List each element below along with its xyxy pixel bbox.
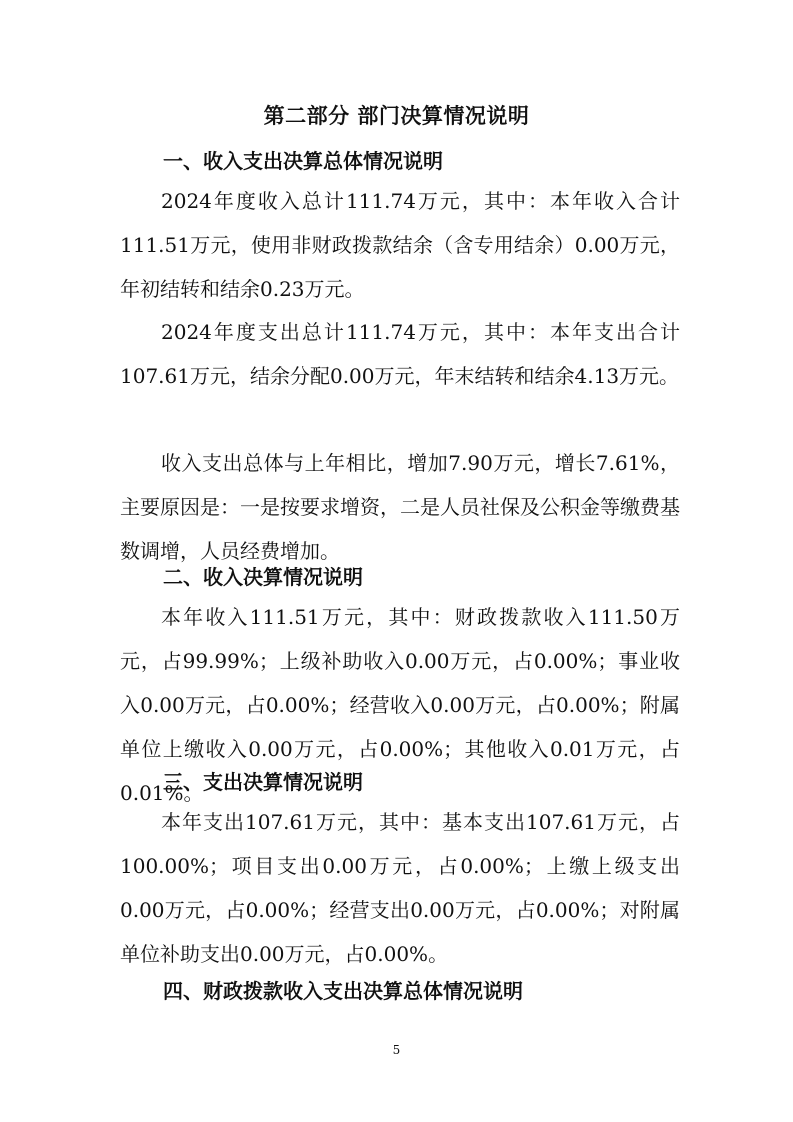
section-heading-2: 二、收入决算情况说明	[163, 565, 363, 589]
page-number: 5	[392, 1043, 401, 1057]
section-heading-4: 四、财政拨款收入支出决算总体情况说明	[163, 979, 523, 1003]
section-heading-1: 一、收入支出决算总体情况说明	[163, 149, 443, 173]
page-title: 第二部分 部门决算情况说明	[263, 104, 530, 128]
section-heading-3: 三、支出决算情况说明	[163, 770, 363, 794]
section-1-paragraph-1: 2024年度收入总计111.74万元，其中：本年收入合计111.51万元，使用非财政拨款结余（含专用结余）0.00万元，年初结转和结余0.23万元。	[120, 189, 680, 301]
section-1-paragraph-2: 2024年度支出总计111.74万元，其中：本年支出合计107.61万元，结余分配0.00万元，年末结转和结余4.13万元。	[120, 320, 680, 388]
section-2-paragraph-1: 本年收入111.51万元，其中：财政拨款收入111.50万元，占99.99%；上级补助收入0.00万元，占0.00%；事业收入0.00万元，占0.00%；经营收入0.00万元，占0.00%；附属单位上缴收入0.00万元，占0.00%；其他收入0.01万元，占0.01%。	[120, 605, 680, 805]
section-1-paragraph-3: 收入支出总体与上年相比，增加7.90万元，增长7.61%，主要原因是：一是按要求增资，二是人员社保及公积金等缴费基数调增，人员经费增加。	[120, 451, 680, 563]
section-3-paragraph-1: 本年支出107.61万元，其中：基本支出107.61万元，占100.00%；项目支出0.00万元，占0.00%；上缴上级支出0.00万元，占0.00%；经营支出0.00万元，占0.00%；对附属单位补助支出0.00万元，占0.00%。	[120, 810, 680, 966]
